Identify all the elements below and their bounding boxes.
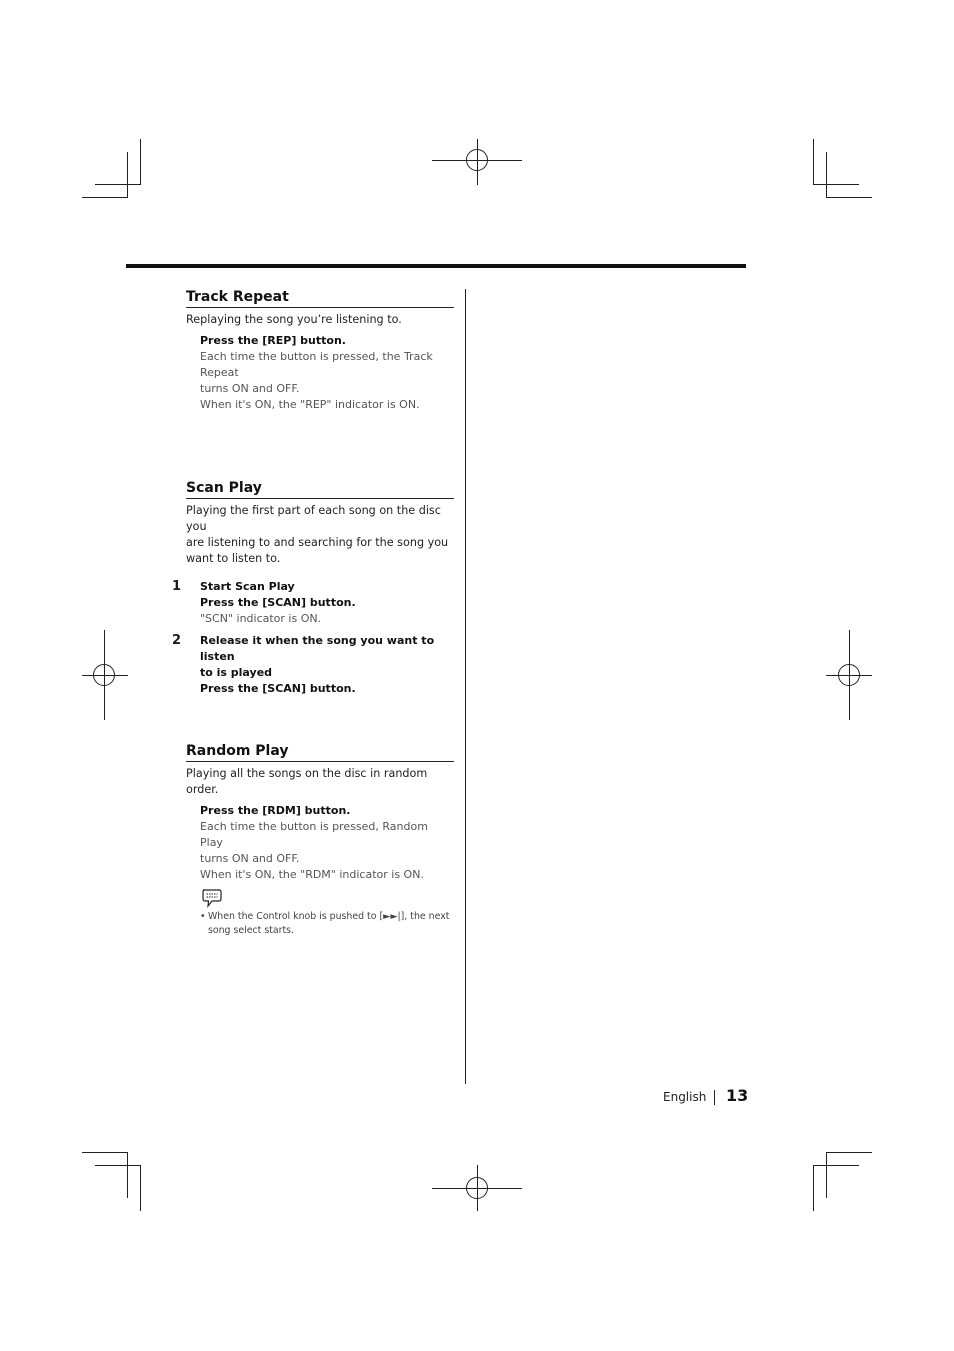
section-intro: Replaying the song you’re listening to.	[186, 313, 402, 326]
section-intro-line: Playing the first part of each song on the disc you	[186, 504, 441, 533]
section-title: Track Repeat	[186, 288, 454, 308]
section-title: Scan Play	[186, 479, 454, 499]
footer-language: English	[663, 1090, 707, 1104]
step-1	[172, 579, 454, 627]
footer-separator	[714, 1090, 715, 1105]
step-action: Press the [RDM] button.	[200, 804, 351, 817]
section-random-play	[186, 742, 454, 938]
step-title-line: to is played	[200, 666, 273, 679]
note-item: • When the Control knob is pushed to [►►|], the next song select starts.	[186, 910, 454, 938]
step-action: Press the [REP] button.	[200, 334, 346, 347]
column-divider	[465, 289, 466, 1084]
note-line: song select starts.	[208, 925, 295, 936]
note-icon	[200, 887, 454, 909]
step-number: 2	[172, 633, 182, 648]
step-desc: "SCN" indicator is ON.	[200, 612, 322, 625]
step-desc-line: turns ON and OFF.	[200, 852, 300, 865]
step-desc-line: Each time the button is pressed, the Track Repeat	[200, 350, 433, 379]
step-desc-line: Each time the button is pressed, Random Play	[200, 820, 428, 849]
step-desc-line: When it's ON, the "RDM" indicator is ON.	[200, 868, 424, 881]
section-intro: Playing all the songs on the disc in random order.	[186, 767, 428, 796]
step-action: Press the [SCAN] button.	[200, 596, 356, 609]
step-title: Start Scan Play	[200, 580, 295, 593]
step-2	[172, 633, 454, 697]
section-title: Random Play	[186, 742, 454, 762]
section-intro-line: are listening to and searching for the song you	[186, 536, 449, 549]
step-number: 1	[172, 579, 182, 594]
step-desc-line: turns ON and OFF.	[200, 382, 300, 395]
note-line: When the Control knob is pushed to [►►|], the next	[208, 911, 450, 922]
section-scan-play	[172, 479, 454, 697]
header-rule	[126, 264, 746, 268]
section-intro-line: want to listen to.	[186, 552, 281, 565]
step-desc-line: When it's ON, the "REP" indicator is ON.	[200, 398, 420, 411]
step-title-line: Release it when the song you want to listen	[200, 634, 435, 663]
section-track-repeat	[186, 288, 454, 413]
page-number: 13	[726, 1086, 749, 1105]
step-action: Press the [SCAN] button.	[200, 682, 356, 695]
